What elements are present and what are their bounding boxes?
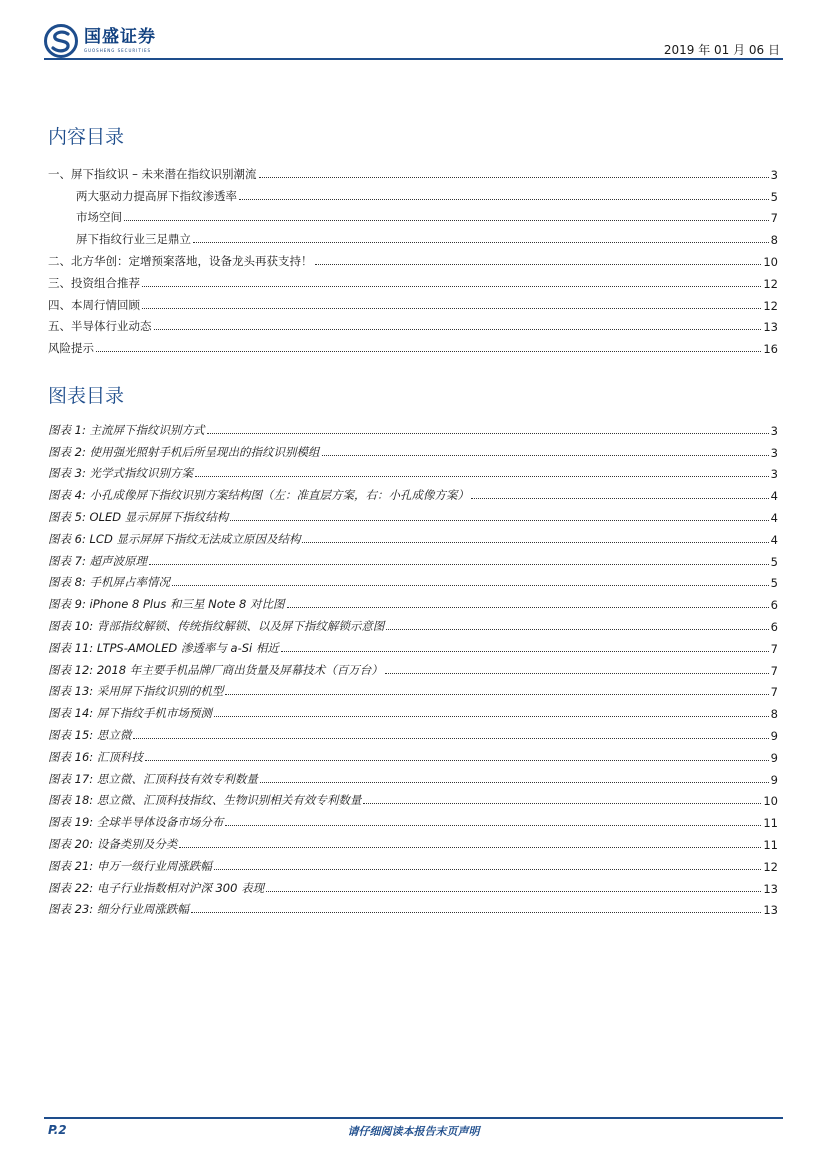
figure-entry-label[interactable] bbox=[48, 422, 205, 438]
toc-entry[interactable] bbox=[48, 225, 778, 247]
figure-caption: 光学式指纹识别方案 bbox=[89, 466, 194, 481]
figure-entry-label[interactable] bbox=[48, 531, 300, 547]
logo-chinese-name: 国盛证券 bbox=[84, 27, 156, 47]
figure-caption: LCD 显示屏屏下指纹无法成立原因及结构 bbox=[89, 531, 301, 546]
figure-caption: OLED 显示屏屏下指纹结构 bbox=[89, 509, 229, 524]
figure-caption: 全球半导体设备市场分布 bbox=[96, 815, 224, 830]
figure-caption: LTPS-AMOLED 渗透率与 a-Si 相近 bbox=[96, 640, 279, 655]
figure-caption: 电子行业指数相对沪深 300 表现 bbox=[96, 880, 265, 895]
figure-entry[interactable] bbox=[48, 438, 778, 460]
figure-caption: 采用屏下指纹识别的机型 bbox=[96, 684, 224, 699]
toc-entry[interactable] bbox=[48, 182, 778, 204]
leader-dots bbox=[207, 433, 769, 434]
page-header bbox=[0, 0, 827, 64]
figure-entry-label[interactable] bbox=[48, 618, 384, 634]
toc-entry[interactable] bbox=[48, 269, 778, 291]
figure-caption: 2018 年主要手机品牌厂商出货量及屏幕技术（百万台） bbox=[96, 662, 383, 677]
figure-entry-page: 7 bbox=[770, 685, 778, 700]
leader-dots bbox=[193, 242, 769, 243]
figure-entry[interactable] bbox=[48, 416, 778, 438]
figure-caption: 思立微、汇顶科技有效专利数量 bbox=[96, 771, 258, 786]
figure-entry[interactable] bbox=[48, 896, 778, 918]
figure-entry-page: 11 bbox=[763, 837, 778, 852]
toc-entry-label[interactable]: 五、半导体行业动态 bbox=[48, 319, 152, 334]
toc-entry[interactable] bbox=[48, 313, 778, 335]
leader-dots bbox=[386, 629, 768, 630]
leader-dots bbox=[133, 738, 768, 739]
figure-entry-label[interactable] bbox=[48, 880, 264, 896]
figure-number: 图表 3: bbox=[48, 466, 86, 481]
figure-entry-label[interactable] bbox=[48, 705, 212, 721]
figure-entry[interactable] bbox=[48, 808, 778, 830]
toc-entry[interactable] bbox=[48, 334, 778, 356]
figure-caption: 思立微、汇顶科技指纹、生物识别相关有效专利数量 bbox=[96, 793, 362, 808]
figure-number: 图表 20: bbox=[48, 836, 94, 851]
toc-entry-page: 12 bbox=[763, 298, 778, 313]
figure-entry-page: 7 bbox=[770, 641, 778, 656]
figure-entry[interactable] bbox=[48, 656, 778, 678]
figure-entry-page: 7 bbox=[770, 663, 778, 678]
leader-dots bbox=[230, 520, 768, 521]
figure-entry-label[interactable] bbox=[48, 858, 212, 874]
figure-entry-page: 4 bbox=[770, 489, 778, 504]
toc-entry[interactable] bbox=[48, 160, 778, 182]
figure-entry-label[interactable] bbox=[48, 749, 143, 765]
figure-caption: 汇顶科技 bbox=[96, 749, 143, 764]
figure-caption: 申万一级行业周涨跌幅 bbox=[96, 858, 212, 873]
leader-dots bbox=[142, 286, 761, 287]
figure-entry-page: 3 bbox=[770, 467, 778, 482]
figure-caption: 使用强光照射手机后所呈现出的指纹识别模组 bbox=[89, 444, 320, 459]
figure-entry-page: 9 bbox=[770, 750, 778, 765]
figure-entry[interactable] bbox=[48, 569, 778, 591]
figure-number: 图表 11: bbox=[48, 640, 94, 655]
toc-entry-label[interactable]: 一、屏下指纹识 – 未来潜在指纹识别潮流 bbox=[48, 166, 257, 181]
figure-entry-page: 9 bbox=[770, 728, 778, 743]
figure-number: 图表 6: bbox=[48, 531, 86, 546]
toc-entry-label[interactable]: 两大驱动力提高屏下指纹渗透率 bbox=[76, 188, 237, 203]
leader-dots bbox=[281, 651, 769, 652]
figure-entry-page: 6 bbox=[770, 598, 778, 613]
figure-entry[interactable] bbox=[48, 481, 778, 503]
figure-entry-label[interactable] bbox=[48, 836, 177, 852]
figure-caption: 小孔成像屏下指纹识别方案结构图（左：准直层方案，右：小孔成像方案） bbox=[89, 488, 470, 503]
figure-entry-label[interactable] bbox=[48, 509, 228, 525]
figure-number: 图表 5: bbox=[48, 509, 86, 524]
toc-entry-label[interactable]: 四、本周行情回顾 bbox=[48, 297, 140, 312]
figure-entry-page: 10 bbox=[763, 794, 778, 809]
figure-number: 图表 13: bbox=[48, 684, 94, 699]
leader-dots bbox=[124, 220, 769, 221]
page-number: P.2 bbox=[48, 1123, 67, 1137]
figure-entry-label[interactable] bbox=[48, 640, 279, 656]
leader-dots bbox=[154, 329, 762, 330]
toc-entry[interactable] bbox=[48, 204, 778, 226]
figure-entry[interactable] bbox=[48, 547, 778, 569]
figure-entry-page: 8 bbox=[770, 707, 778, 722]
leader-dots bbox=[239, 199, 769, 200]
report-date: 2019 年 01 月 06 日 bbox=[663, 43, 780, 57]
toc-entry-label[interactable]: 风险提示 bbox=[48, 341, 94, 356]
toc-entry-page: 7 bbox=[770, 211, 778, 226]
toc-entry-page: 3 bbox=[770, 167, 778, 182]
leader-dots bbox=[145, 760, 769, 761]
leader-dots bbox=[315, 264, 762, 265]
figure-number: 图表 12: bbox=[48, 662, 94, 677]
figure-entry-page: 12 bbox=[763, 859, 778, 874]
figure-entry-page: 11 bbox=[763, 816, 778, 831]
logo-english-name: GUOSHENG SECURITIES bbox=[84, 48, 152, 53]
leader-dots bbox=[385, 673, 769, 674]
figure-number: 图表 1: bbox=[48, 422, 86, 437]
figure-entry[interactable] bbox=[48, 612, 778, 634]
figure-entry-page: 9 bbox=[770, 772, 778, 787]
figure-caption: 背部指纹解锁、传统指纹解锁、以及屏下指纹解锁示意图 bbox=[96, 618, 385, 633]
figure-number: 图表 15: bbox=[48, 727, 94, 742]
figure-entry-label[interactable] bbox=[48, 727, 131, 743]
leader-dots bbox=[172, 585, 769, 586]
figure-entry-label[interactable] bbox=[48, 574, 170, 590]
figure-number: 图表 19: bbox=[48, 815, 94, 830]
leader-dots bbox=[260, 782, 769, 783]
leader-dots bbox=[96, 351, 761, 352]
figure-entry[interactable] bbox=[48, 743, 778, 765]
figure-caption: 超声波原理 bbox=[89, 553, 148, 568]
figure-entry-page: 4 bbox=[770, 510, 778, 525]
figure-entry[interactable] bbox=[48, 590, 778, 612]
leader-dots bbox=[214, 869, 762, 870]
figure-entry[interactable] bbox=[48, 852, 778, 874]
guosheng-logo-icon bbox=[44, 24, 78, 58]
footer-disclaimer: 请仔细阅读本报告末页声明 bbox=[347, 1125, 480, 1138]
figure-entry[interactable] bbox=[48, 830, 778, 852]
figure-entry-label[interactable] bbox=[48, 771, 258, 787]
toc-entry-page: 13 bbox=[763, 320, 778, 335]
figure-entry[interactable] bbox=[48, 460, 778, 482]
figure-entry-label[interactable] bbox=[48, 683, 223, 699]
figure-entry-label[interactable] bbox=[48, 465, 193, 481]
figure-entry[interactable] bbox=[48, 699, 778, 721]
figure-entry[interactable] bbox=[48, 874, 778, 896]
figure-entry-label[interactable] bbox=[48, 553, 147, 569]
toc-entry-label[interactable]: 市场空间 bbox=[76, 210, 122, 225]
figure-entry[interactable] bbox=[48, 525, 778, 547]
figure-entry[interactable] bbox=[48, 678, 778, 700]
toc-title: 内容目录 bbox=[48, 126, 125, 148]
figure-number: 图表 9: bbox=[48, 597, 86, 612]
figure-entry-label[interactable] bbox=[48, 596, 285, 612]
toc-entry-page: 5 bbox=[770, 189, 778, 204]
leader-dots bbox=[471, 498, 769, 499]
figure-entry[interactable] bbox=[48, 721, 778, 743]
figure-entry[interactable] bbox=[48, 765, 778, 787]
figure-entry-page: 4 bbox=[770, 532, 778, 547]
figure-caption: 主流屏下指纹识别方式 bbox=[89, 422, 205, 437]
toc-entry-label[interactable]: 二、北方华创：定增预案落地，设备龙头再获支持！ bbox=[48, 253, 313, 268]
leader-dots bbox=[287, 607, 769, 608]
company-logo bbox=[44, 24, 156, 58]
figure-number: 图表 21: bbox=[48, 858, 94, 873]
figure-caption: iPhone 8 Plus 和三星 Note 8 对比图 bbox=[89, 597, 285, 612]
toc-list bbox=[48, 160, 778, 356]
figure-number: 图表 14: bbox=[48, 706, 94, 721]
toc-entry-label[interactable]: 三、投资组合推荐 bbox=[48, 275, 140, 290]
figure-entry-page: 13 bbox=[763, 881, 778, 896]
figure-entry[interactable] bbox=[48, 503, 778, 525]
toc-entry-page: 12 bbox=[763, 276, 778, 291]
figures-list bbox=[48, 416, 778, 917]
footer-divider bbox=[44, 1117, 783, 1119]
leader-dots bbox=[225, 694, 768, 695]
figure-entry-label[interactable] bbox=[48, 444, 320, 460]
figure-caption: 手机屏占率情况 bbox=[89, 575, 171, 590]
figure-entry-page: 5 bbox=[770, 554, 778, 569]
toc-entry-page: 10 bbox=[763, 254, 778, 269]
leader-dots bbox=[363, 803, 761, 804]
figure-entry-page: 13 bbox=[763, 903, 778, 918]
figure-entry-label[interactable] bbox=[48, 487, 469, 503]
figure-entry-label[interactable] bbox=[48, 814, 223, 830]
figure-entry-page: 6 bbox=[770, 619, 778, 634]
header-divider bbox=[44, 58, 783, 60]
figure-caption: 设备类别及分类 bbox=[96, 836, 178, 851]
figure-entry-page: 3 bbox=[770, 423, 778, 438]
leader-dots bbox=[142, 308, 761, 309]
figure-number: 图表 4: bbox=[48, 488, 86, 503]
figure-entry[interactable] bbox=[48, 634, 778, 656]
leader-dots bbox=[266, 891, 761, 892]
toc-entry[interactable] bbox=[48, 247, 778, 269]
figure-number: 图表 23: bbox=[48, 902, 94, 917]
leader-dots bbox=[195, 476, 769, 477]
figure-entry-label[interactable] bbox=[48, 901, 189, 917]
figure-number: 图表 10: bbox=[48, 618, 94, 633]
toc-entry-label[interactable]: 屏下指纹行业三足鼎立 bbox=[76, 232, 191, 247]
leader-dots bbox=[191, 912, 762, 913]
figures-title: 图表目录 bbox=[48, 385, 125, 407]
figure-entry-page: 5 bbox=[770, 576, 778, 591]
toc-entry[interactable] bbox=[48, 291, 778, 313]
toc-entry-page: 8 bbox=[770, 233, 778, 248]
leader-dots bbox=[259, 177, 769, 178]
figure-number: 图表 16: bbox=[48, 749, 94, 764]
figure-entry-label[interactable] bbox=[48, 662, 383, 678]
figure-caption: 屏下指纹手机市场预测 bbox=[96, 706, 212, 721]
leader-dots bbox=[302, 542, 768, 543]
figure-entry-label[interactable] bbox=[48, 792, 361, 808]
figure-number: 图表 8: bbox=[48, 575, 86, 590]
leader-dots bbox=[225, 825, 761, 826]
figure-number: 图表 17: bbox=[48, 771, 94, 786]
figure-caption: 细分行业周涨跌幅 bbox=[96, 902, 189, 917]
toc-entry-page: 16 bbox=[763, 342, 778, 357]
figure-number: 图表 2: bbox=[48, 444, 86, 459]
figure-caption: 思立微 bbox=[96, 727, 132, 742]
figure-entry[interactable] bbox=[48, 787, 778, 809]
figure-entry-page: 3 bbox=[770, 445, 778, 460]
figure-number: 图表 18: bbox=[48, 793, 94, 808]
leader-dots bbox=[149, 564, 769, 565]
leader-dots bbox=[214, 716, 769, 717]
leader-dots bbox=[322, 455, 769, 456]
figure-number: 图表 22: bbox=[48, 880, 94, 895]
figure-number: 图表 7: bbox=[48, 553, 86, 568]
leader-dots bbox=[179, 847, 761, 848]
